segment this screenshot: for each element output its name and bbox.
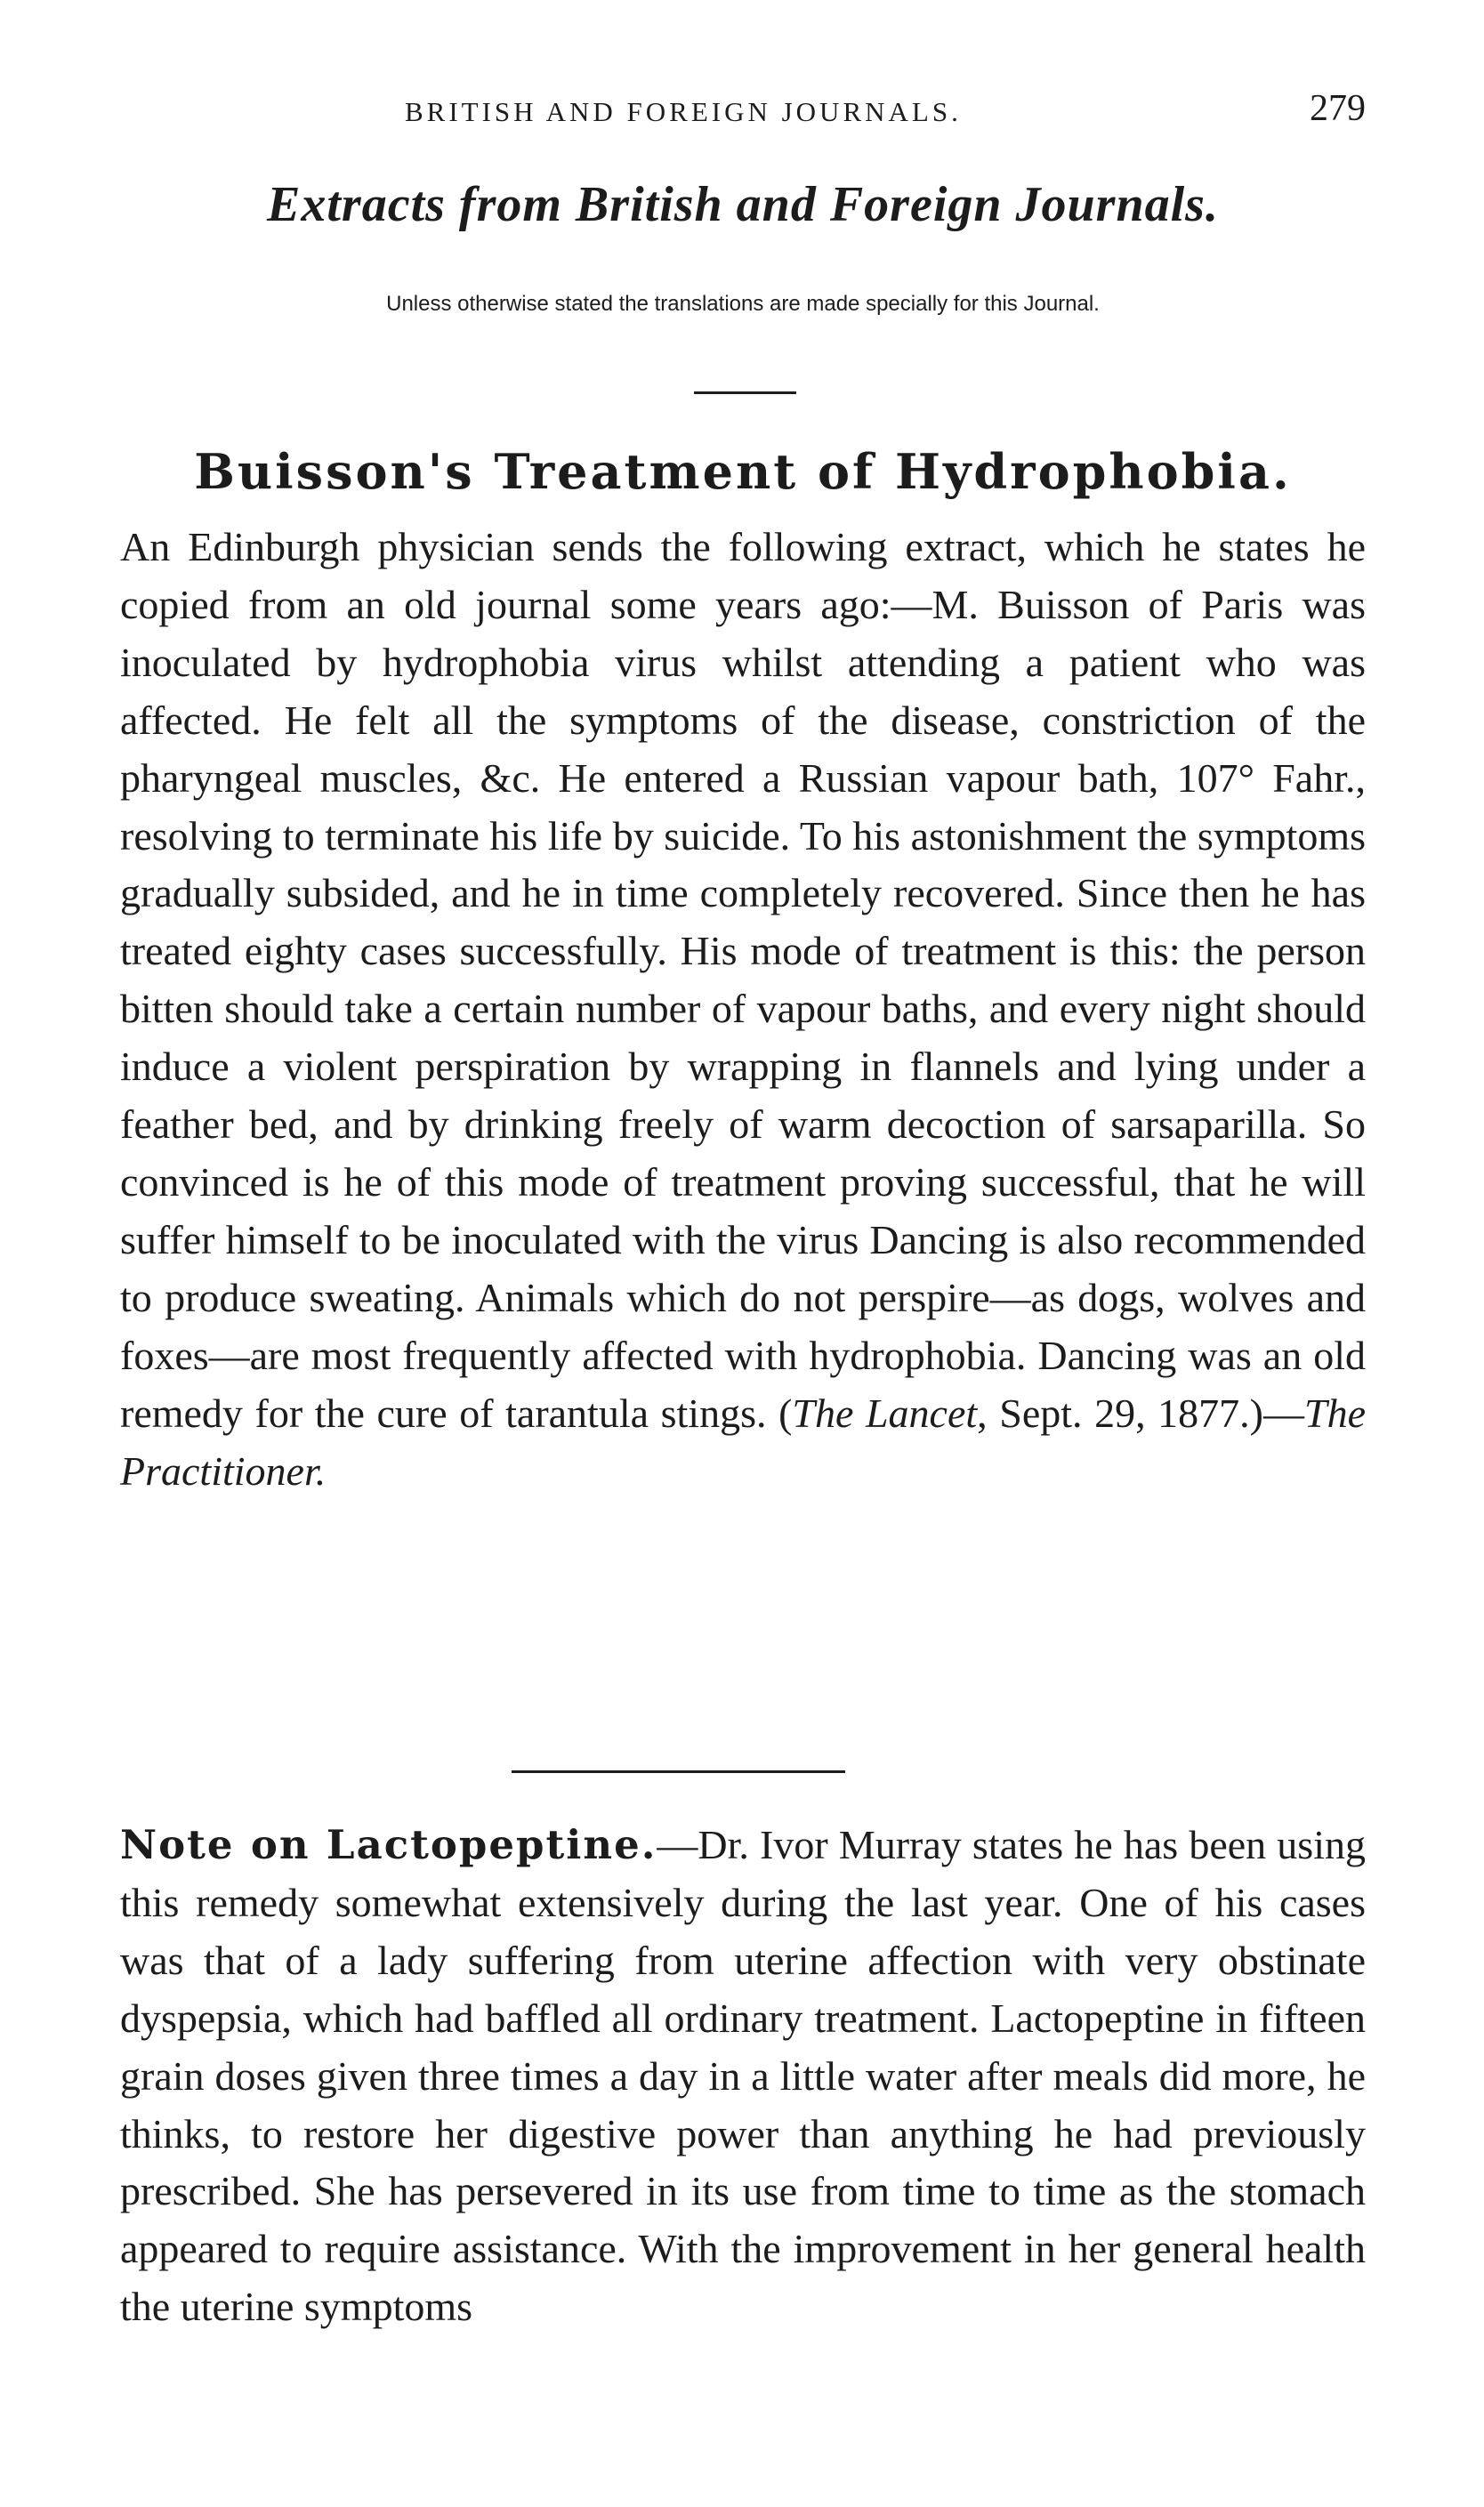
journal-page bbox=[120, 0, 1366, 2507]
article-text: Dr. Ivor Murray states he has been using this remedy somewhat extensively during the last year. One of his cases was that of a lady suffering from uterine affection with very obstinate dyspepsia, which had baffled all ordinary treatment. Lactopeptine in fifteen grain doses given three times a day in a little water after meals did more, he thinks, to restore her digestive power than anything he had previously prescribed. She has persevered in its use from time to time as the stomach appeared to require assistance. With the improvement in her general health the uterine symptoms bbox=[120, 1822, 1366, 2330]
heading-dash: — bbox=[657, 1822, 698, 1867]
citation-open: ( bbox=[778, 1390, 793, 1436]
running-title: BRITISH AND FOREIGN JOURNALS. bbox=[405, 96, 962, 127]
citation-date: , Sept. 29, 1877.)— bbox=[977, 1390, 1305, 1436]
running-head bbox=[120, 87, 1366, 133]
article-heading-lactopeptine: Note on Lactopeptine. bbox=[120, 1821, 657, 1868]
section-divider bbox=[694, 391, 796, 394]
citation-journal: The Lancet bbox=[792, 1390, 978, 1436]
editorial-note: Unless otherwise stated the translations are made specially for this Journal. bbox=[386, 292, 1100, 316]
article-text: An Edinburgh physician sends the following extract, which he states he copied from an old journal some years ago:—M. Buisson of Paris was inoculated by hydrophobia virus whilst attending a patient who was affected. He felt all the symptoms of the disease, constriction of the pharyngeal muscles, &c. He entered a Russian vapour bath, 107° Fahr., resolving to terminate his life by suicide. To his astonishment the symptoms gradually subsided, and he in time completely recovered. Since then he has treated eighty cases successfully. His mode of treatment is this: the person bitten should take a certain number of vapour baths, and every night should induce a violent perspiration by wrapping in flannels and lying under a feather bed, and by drinking freely of warm decoction of sarsaparilla. So convinced is he of this mode of treatment proving successful, that he will suffer himself to be inoculated with the virus Dancing is also recommended to produce sweating. Animals which do not perspire—as dogs, wolves and foxes—are most frequently affected with hydrophobia. Dancing was an old remedy for the cure of tarantula stings. bbox=[120, 524, 1366, 1436]
citation-source: The Practitioner. bbox=[120, 1390, 1367, 1494]
article-divider bbox=[512, 1770, 845, 1773]
article-body-hydrophobia bbox=[120, 519, 1366, 1500]
article-heading-hydrophobia: Buisson's Treatment of Hydrophobia. bbox=[194, 443, 1292, 500]
article-body-lactopeptine bbox=[120, 1817, 1366, 2336]
page-number: 279 bbox=[1310, 88, 1366, 129]
section-title: Extracts from British and Foreign Journals. bbox=[267, 177, 1219, 232]
